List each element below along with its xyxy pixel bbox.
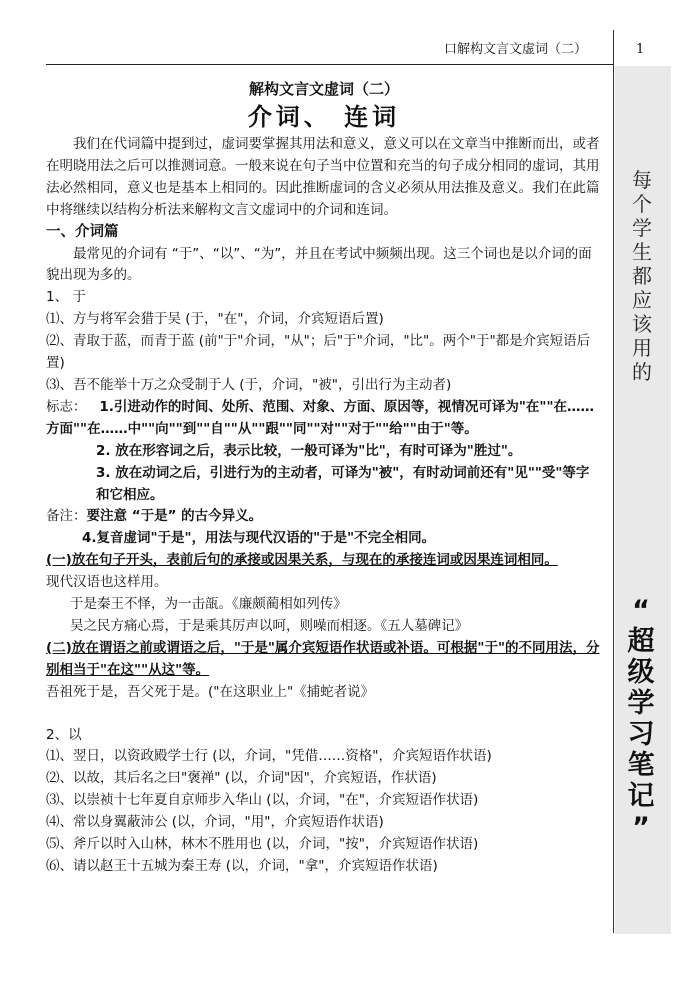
example-line: ⑷、常以身翼蔽沛公 (以，介词，"用"，介宾短语作状语): [46, 814, 384, 831]
intro-paragraph: 我们在代词篇中提到过，虚词要掌握其用法和意义，意义可以在文章当中推断而出，或者在明晓用法之后可以推测词意。一般来说在句子当中位置和充当的句子成分相同的虚词，其用法必然相同，意义也是基本上相同的。因此推断虚词的含义必须从用法推及意义。我们在此篇中将继续以结构分析法来解构文言文虚词中的介词和连词。: [46, 136, 600, 218]
usage-rule: (一)放在句子开头，表前后句的承接或因果关系，与现在的承接连词或因果连词相同。: [46, 552, 558, 569]
slogan-char: 超: [627, 626, 655, 657]
column-divider: [613, 30, 614, 933]
usage-rule: (二)放在谓语之前或谓语之后，"于是"属介宾短语作状语或补语。可根据"于"的不同用法，分别相当于"在这""从这"等。: [46, 639, 600, 678]
sign-text: 1.引进动作的时间、处所、范围、对象、方面、原因等，视情况可译为"在""在……方面""在……中""向""到""自""从""跟""同""对""对于""给""由于"等。: [46, 398, 594, 437]
example-line: ⑵、青取于蓝，而青于蓝 (前"于"介词，"从"；后"于"介词，"比"。两个"于"都是介宾短语后置): [46, 333, 591, 372]
sign-item: 3. 放在动词之后，引进行为的主动者，可译为"被"，有时动词前还有"见""受"等字和它相应。: [96, 464, 590, 503]
example-line: ⑹、请以赵王十五城为秦王寿 (以，介词，"拿"，介宾短语作状语): [46, 858, 438, 874]
document-body: [46, 78, 602, 878]
example-line: ⑴、方与将军会猎于吴 (于，"在"，介词，介宾短语后置): [46, 311, 384, 328]
note-text: 要注意 “于是” 的古今异义。: [86, 508, 263, 525]
document-title: 解构文言文虚词（二）: [248, 80, 399, 98]
slogan-char: ”: [632, 812, 650, 843]
section-heading: 一、介词篇: [46, 223, 119, 240]
example-line: ⑶、吾不能举十万之众受制于人 (于，介词，"被"，引出行为主动者): [46, 376, 452, 393]
sidebar-slogan-bottom: [624, 595, 658, 843]
slogan-char: 的: [632, 360, 652, 384]
slogan-char: 每: [632, 168, 652, 192]
slogan-char: 笔: [627, 750, 655, 781]
slogan-char: 习: [627, 719, 655, 750]
page-number: 1: [636, 42, 645, 57]
slogan-char: 学: [632, 216, 652, 240]
slogan-char: 个: [632, 192, 652, 216]
sign-label: 标志：: [46, 398, 87, 415]
note-label: 备注：: [46, 508, 87, 525]
example-line: ⑸、斧斤以时入山林，林木不胜用也 (以，介词，"按"，介宾短语作状语): [46, 836, 479, 853]
slogan-char: 用: [632, 336, 652, 360]
note-line: [46, 506, 602, 528]
example-line: ⑵、以故，其后名之曰"褒禅" (以，介词"因"，介宾短语，作状语): [46, 770, 437, 787]
spacer: [46, 704, 602, 725]
slogan-char: 该: [632, 312, 652, 336]
example-line: ⑴、翌日，以资政殿学士行 (以，介词，"凭借……资格"，介宾短语作状语): [46, 748, 492, 765]
header-rule: [46, 64, 613, 65]
slogan-char: 都: [632, 264, 652, 288]
slogan-char: 记: [627, 781, 655, 812]
document-subtitle: 介词、 连词: [247, 102, 401, 131]
example-quote: 吾祖死于是，吾父死于是。("在这职业上"《捕蛇者说》: [46, 683, 375, 700]
slogan-char: 应: [632, 288, 652, 312]
section-intro: 最常见的介词有 “于”、“以”、“为”，并且在考试中频频出现。这三个词也是以介词的面貌出现为多的。: [46, 245, 592, 284]
subsection-heading: 1、 于: [46, 289, 86, 306]
sign-item: 4.复音虚词"于是"，用法与现代汉语的"于是"不完全相同。: [82, 530, 436, 547]
example-line: ⑶、以崇祯十七年夏自京师步入华山 (以，介词，"在"，介宾短语作状语): [46, 792, 479, 809]
slogan-char: 级: [627, 657, 655, 688]
example-quote: 于是秦王不怿，为一击瓿。《廉颇蔺相如列传》: [70, 596, 347, 613]
sign-item: [46, 397, 602, 441]
subsection-heading: 2、以: [46, 726, 82, 743]
sidebar-slogan-top: [627, 168, 657, 384]
sign-item: 2. 放在形容词之后，表示比较，一般可译为"比"，有时可译为"胜过"。: [96, 442, 522, 459]
example-quote: 吴之民方痛心焉，于是乘其厉声以呵，则噪而相逐。《五人墓碑记》: [70, 617, 469, 634]
usage-rule-tail: 现代汉语也这样用。: [46, 574, 168, 591]
running-header: 口解构文言文虚词（二）: [444, 42, 588, 57]
slogan-char: “: [632, 595, 650, 626]
slogan-char: 学: [627, 688, 655, 719]
slogan-char: 生: [632, 240, 652, 264]
